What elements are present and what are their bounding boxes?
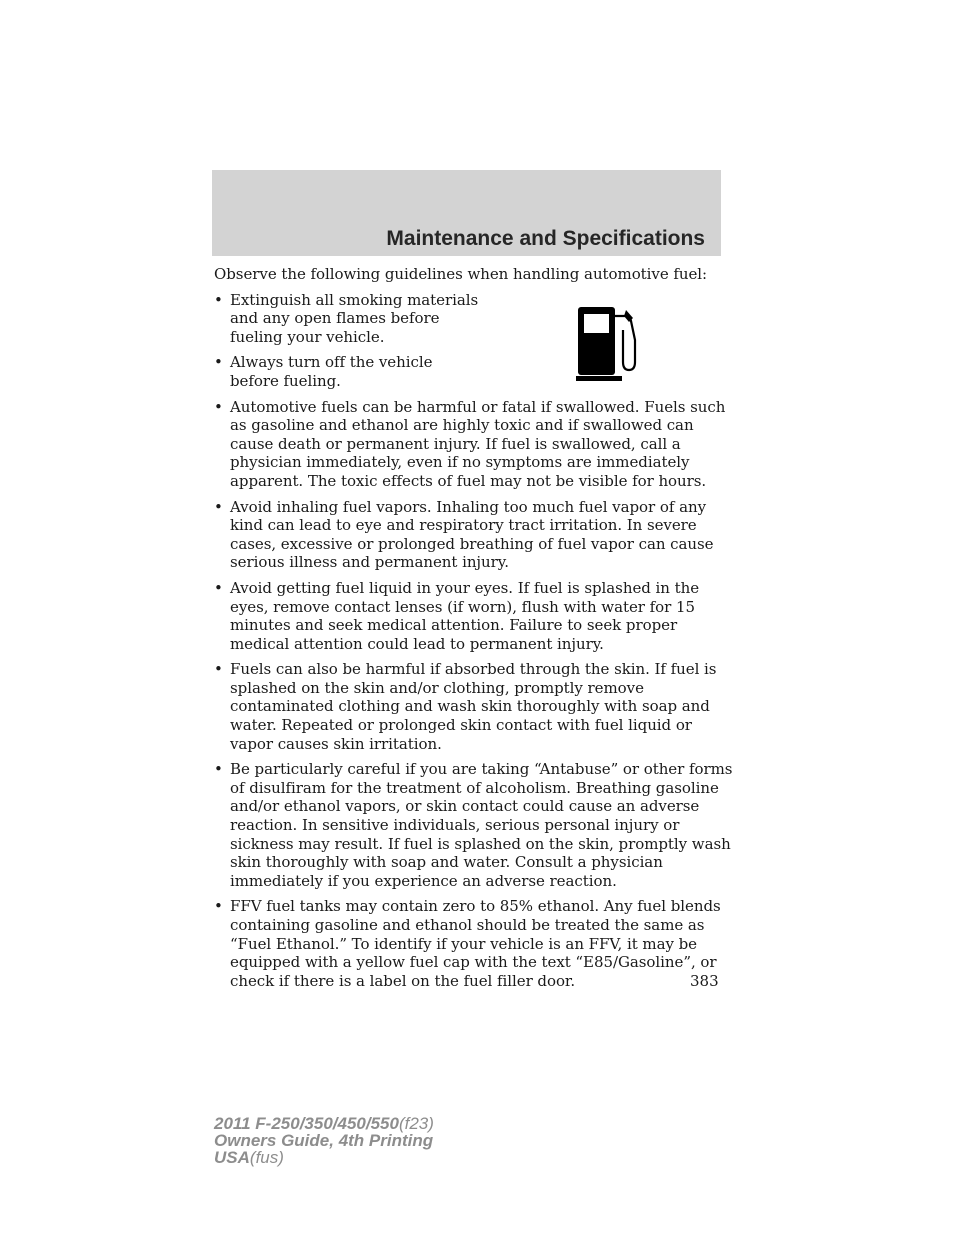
page-content — [214, 265, 734, 997]
page-number: 383 — [690, 972, 719, 990]
list-item — [214, 897, 734, 990]
footer-market-line — [214, 1149, 434, 1166]
bullet-icon: • — [214, 897, 223, 916]
footer-guide-line: Owners Guide, 4th Printing — [214, 1131, 434, 1150]
footer-publication-info — [214, 1115, 434, 1166]
footer-market: USA — [214, 1148, 250, 1167]
footer-model-code: (f23) — [398, 1114, 434, 1133]
list-item-text: FFV fuel tanks may contain zero to 85% ethanol. Any fuel blends containing gasoline and ethanol should be treated the same as “Fuel Ethanol.” To identify if your vehicle is an FFV, it may be equipped with a yellow fuel cap with the text “E85/Gasoline”, or check if there is a label on the fuel filler door. — [230, 897, 721, 990]
bullet-icon: • — [214, 353, 223, 372]
list-item — [214, 579, 734, 653]
list-item-text: Automotive fuels can be harmful or fatal if swallowed. Fuels such as gasoline and ethanol are highly toxic and if swallowed can cause death or permanent injury. If fuel is swallowed, call a physician immediately, even if no symptoms are immediately apparent. The toxic effects of fuel may not be visible for hours. — [230, 397, 726, 490]
fuel-pump-icon — [576, 304, 640, 384]
footer-model: 2011 F-250/350/450/550 — [214, 1114, 399, 1133]
list-item — [214, 398, 734, 491]
list-item-text: Avoid getting fuel liquid in your eyes. If fuel is splashed in the eyes, remove contact lenses (if worn), flush with water for 15 minutes and seek medical attention. Failure to seek proper medical attention could lead to permanent injury. — [230, 578, 700, 653]
list-item — [214, 353, 480, 390]
bullet-icon: • — [214, 660, 223, 679]
list-item — [214, 498, 734, 572]
list-item-text: Extinguish all smoking materials and any open flames before fueling your vehicle. — [230, 290, 479, 346]
list-item — [214, 291, 480, 347]
fuel-guideline-list — [214, 291, 734, 991]
bullet-icon: • — [214, 497, 223, 516]
intro-paragraph: Observe the following guidelines when handling automotive fuel: — [214, 265, 708, 283]
bullet-icon: • — [214, 397, 223, 416]
section-title: Maintenance and Specifications — [386, 227, 705, 250]
bullet-icon: • — [214, 290, 223, 309]
list-item-text: Fuels can also be harmful if absorbed through the skin. If fuel is splashed on the skin and/or clothing, promptly remove contaminated clothing and wash skin thoroughly with soap and water. Repeated or prolonged skin contact with fuel liquid or vapor causes skin irritation. — [230, 660, 717, 753]
section-header-band — [212, 170, 721, 256]
footer-market-code: (fus) — [249, 1148, 284, 1167]
bullet-icon: • — [214, 578, 223, 597]
bullet-icon: • — [214, 760, 223, 779]
list-item — [214, 760, 734, 890]
list-item — [214, 660, 734, 753]
list-item-text: Be particularly careful if you are taking “Antabuse” or other forms of disulfiram for the treatment of alcoholism. Breathing gasoline and/or ethanol vapors, or skin contact could cause an adverse reaction. In sensitive individuals, serious personal injury or sickness may result. If fuel is splashed on the skin, promptly wash skin thoroughly with soap and water. Consult a physician immediately if you experience an adverse reaction. — [230, 760, 733, 890]
list-item-text: Always turn off the vehicle before fueling. — [230, 353, 433, 390]
list-item-text: Avoid inhaling fuel vapors. Inhaling too much fuel vapor of any kind can lead to eye and respiratory tract irritation. In severe cases, excessive or prolonged breathing of fuel vapor can cause serious illness and permanent injury. — [230, 497, 714, 572]
footer-model-line — [214, 1115, 434, 1132]
